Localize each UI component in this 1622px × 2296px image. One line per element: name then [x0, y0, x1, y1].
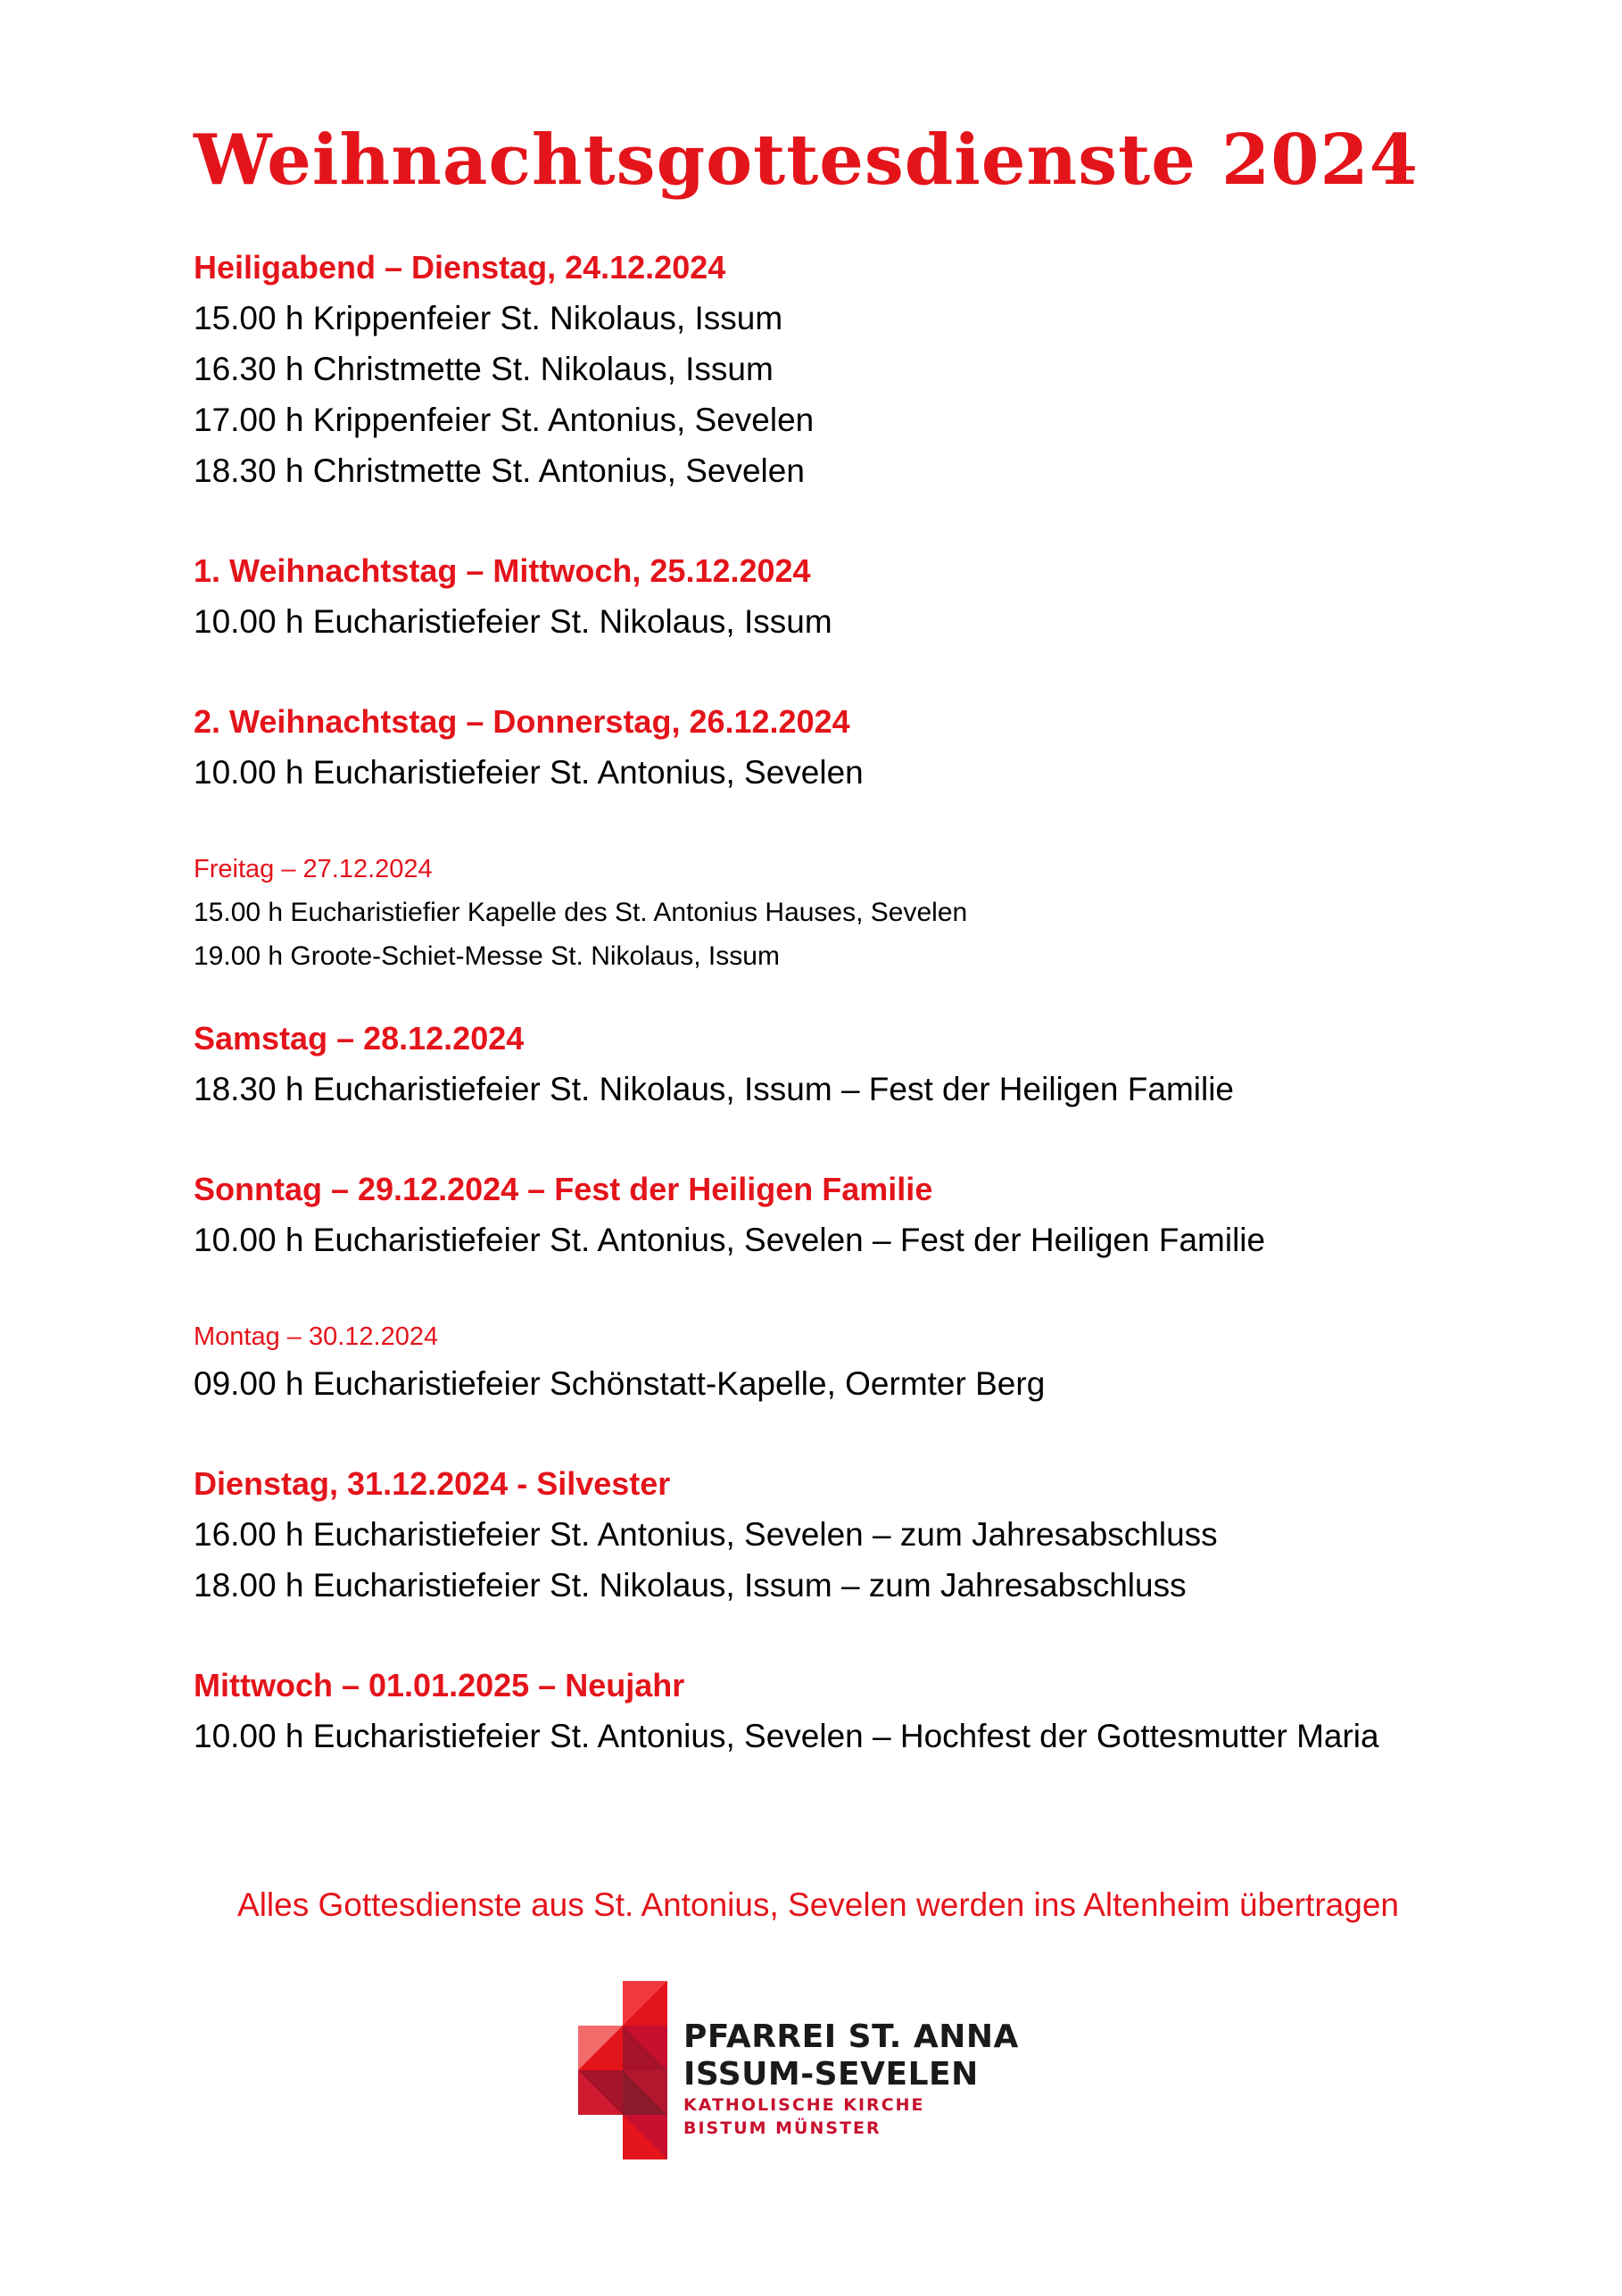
section-heading: Sonntag – 29.12.2024 – Fest der Heiligen Familie [194, 1171, 933, 1207]
logo-diocese: BISTUM MÜNSTER [683, 2118, 881, 2138]
service-entry: 18.30 h Christmette St. Antonius, Sevelen [194, 452, 805, 489]
service-entry: 16.30 h Christmette St. Nikolaus, Issum [194, 351, 774, 387]
service-entry: 15.00 h Krippenfeier St. Nikolaus, Issum [194, 300, 783, 336]
section-sonntag [194, 1165, 1461, 1265]
service-entry: 16.00 h Eucharistiefeier St. Antonius, Sevelen – zum Jahresabschluss [194, 1516, 1218, 1553]
section-heading: Dienstag, 31.12.2024 - Silvester [194, 1465, 671, 1502]
service-entry: 18.30 h Eucharistiefeier St. Nikolaus, Issum – Fest der Heiligen Familie [194, 1071, 1235, 1107]
logo-church: KATHOLISCHE KIRCHE [683, 2095, 925, 2115]
section-heiligabend [194, 243, 1461, 496]
section-heading: Heiligabend – Dienstag, 24.12.2024 [194, 249, 726, 286]
service-entry: 10.00 h Eucharistiefeier St. Antonius, Sevelen – Hochfest der Gottesmutter Maria [194, 1718, 1379, 1754]
logo-text [683, 2018, 1019, 2140]
service-schedule [194, 243, 1461, 1761]
section-heading: 2. Weihnachtstag – Donnerstag, 26.12.2024 [194, 703, 850, 740]
section-1-weihnachtstag [194, 546, 1461, 647]
service-entry: 10.00 h Eucharistiefeier St. Nikolaus, Issum [194, 603, 832, 640]
logo-parish-name: PFARREI ST. ANNA [683, 2018, 1019, 2055]
section-heading: Mittwoch – 01.01.2025 – Neujahr [194, 1667, 685, 1703]
section-freitag [194, 848, 1461, 978]
section-neujahr [194, 1661, 1461, 1761]
parish-logo [578, 1981, 1042, 2159]
service-entry: 09.00 h Eucharistiefeier Schönstatt-Kapelle, Oermter Berg [194, 1365, 1046, 1402]
section-silvester [194, 1459, 1461, 1611]
cross-icon [578, 1981, 667, 2159]
service-entry: 10.00 h Eucharistiefeier St. Antonius, Sevelen [194, 754, 864, 791]
section-montag [194, 1315, 1461, 1409]
section-heading: Freitag – 27.12.2024 [194, 855, 433, 883]
section-heading: 1. Weihnachtstag – Mittwoch, 25.12.2024 [194, 552, 811, 589]
service-entry: 19.00 h Groote-Schiet-Messe St. Nikolaus, Issum [194, 941, 780, 971]
section-heading: Samstag – 28.12.2024 [194, 1020, 525, 1057]
service-entry: 10.00 h Eucharistiefeier St. Antonius, Sevelen – Fest der Heiligen Familie [194, 1222, 1266, 1258]
section-samstag [194, 1014, 1461, 1115]
service-entry: 15.00 h Eucharistiefier Kapelle des St. Antonius Hauses, Sevelen [194, 898, 968, 927]
section-heading: Montag – 30.12.2024 [194, 1322, 439, 1351]
broadcast-note: Alles Gottesdienste aus St. Antonius, Sevelen werden ins Altenheim übertragen [237, 1886, 1399, 1923]
service-entry: 18.00 h Eucharistiefeier St. Nikolaus, Issum – zum Jahresabschluss [194, 1567, 1187, 1604]
section-2-weihnachtstag [194, 697, 1461, 798]
page-title: Weihnachtsgottesdienste 2024 [194, 120, 1419, 201]
service-entry: 17.00 h Krippenfeier St. Antonius, Sevelen [194, 402, 815, 438]
logo-location: ISSUM-SEVELEN [683, 2056, 979, 2093]
